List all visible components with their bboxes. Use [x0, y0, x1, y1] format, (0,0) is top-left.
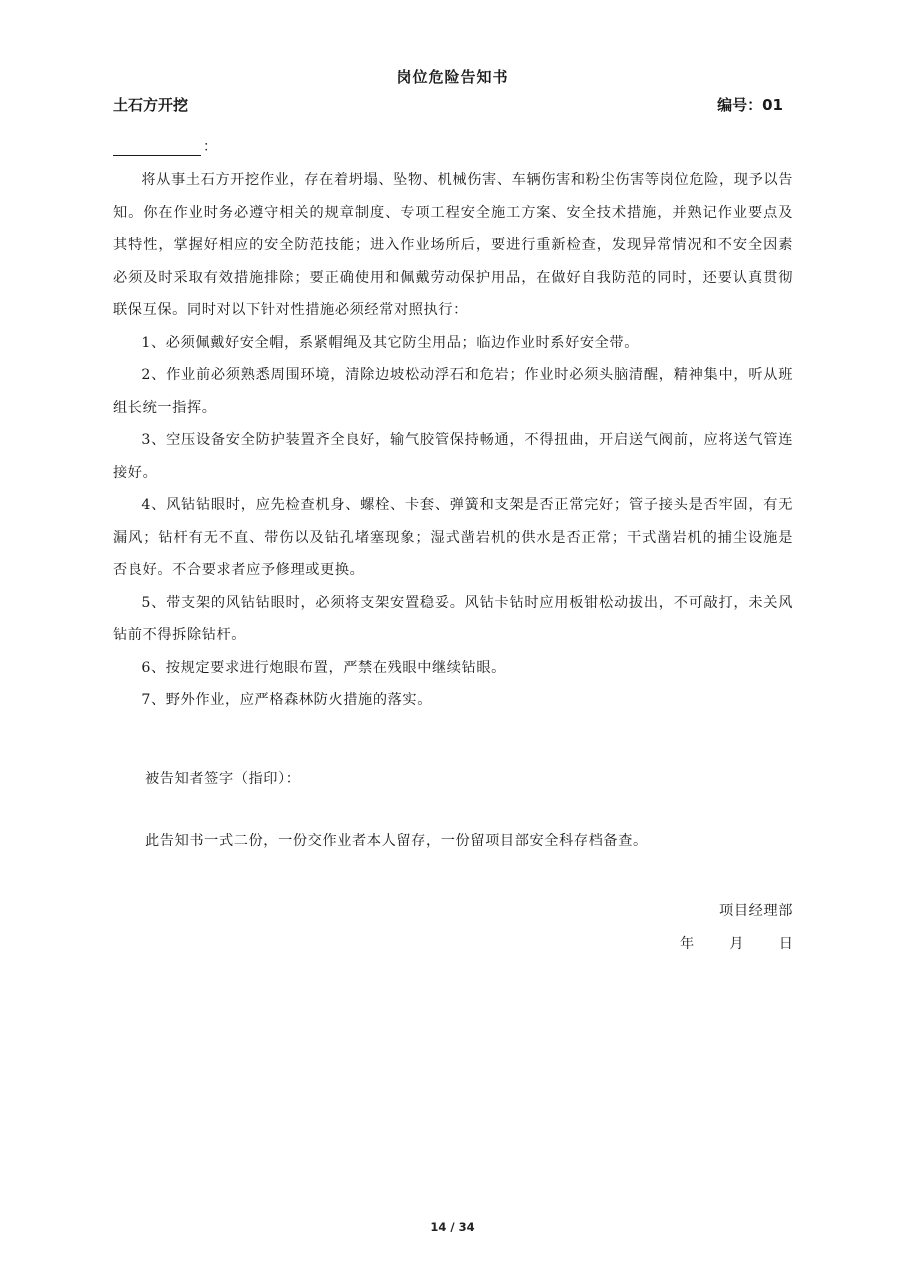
addressee-line — [113, 136, 217, 156]
intro-paragraph: 将从事土石方开挖作业，存在着坍塌、坠物、机械伤害、车辆伤害和粉尘伤害等岗位危险，现予以告知。你在作业时务必遵守相关的规章制度、专项工程安全施工方案、安全技术措施，并熟记作业要点及其特性，掌握好相应的安全防范技能；进入作业场所后，要进行重新检查，发现异常情况和不安全因素必须及时采取有效措施排除；要正确使用和佩戴劳动保护用品，在做好自我防范的同时，还要认真贯彻联保互保。同时对以下针对性措施必须经常对照执行： — [113, 172, 793, 318]
measure-item-4: 4、风钻钻眼时，应先检查机身、螺栓、卡套、弹簧和支架是否正常完好；管子接头是否牢固，有无漏风；钻杆有无不直、带伤以及钻孔堵塞现象；湿式凿岩机的供水是否正常；干式凿岩机的捕尘设施是否良好。不合要求者应予修理或更换。 — [113, 497, 793, 578]
measure-item-6: 6、按规定要求进行炮眼布置，严禁在残眼中继续钻眼。 — [141, 659, 506, 676]
document-number: 编号：01 — [717, 96, 783, 114]
date-year: 年 — [680, 936, 695, 952]
addressee-blank — [113, 141, 201, 156]
copies-note: 此告知书一式二份，一份交作业者本人留存，一份留项目部安全科存档备查。 — [145, 833, 648, 849]
document-header — [113, 94, 783, 115]
date-month: 月 — [729, 936, 744, 952]
measure-item-2: 2、作业前必须熟悉周围环境，清除边坡松动浮石和危岩；作业时必须头脑清醒，精神集中，听从班组长统一指挥。 — [113, 367, 793, 416]
measure-item-5: 5、带支架的风钻钻眼时，必须将支架安置稳妥。风钻卡钻时应用板钳松动拔出，不可敲打，未关风钻前不得拆除钻杆。 — [113, 594, 793, 643]
measure-item-3: 3、空压设备安全防护装置齐全良好，输气胶管保持畅通，不得扭曲，开启送气阀前，应将送气管连接好。 — [113, 432, 793, 481]
addressee-colon: ： — [203, 139, 217, 155]
document-title: 岗位危险告知书 — [396, 68, 509, 86]
page-indicator: 14 / 34 — [430, 1220, 475, 1234]
measure-item-1: 1、必须佩戴好安全帽，系紧帽绳及其它防尘用品；临边作业时系好安全带。 — [141, 334, 640, 351]
work-category: 土石方开挖 — [113, 96, 189, 114]
measure-item-7: 7、野外作业，应严格森林防火措施的落实。 — [141, 692, 432, 708]
date-day: 日 — [778, 936, 793, 952]
department-name: 项目经理部 — [719, 903, 793, 919]
notice-body — [113, 164, 793, 717]
signature-label: 被告知者签字（指印）： — [145, 771, 301, 787]
date-line — [680, 933, 793, 953]
